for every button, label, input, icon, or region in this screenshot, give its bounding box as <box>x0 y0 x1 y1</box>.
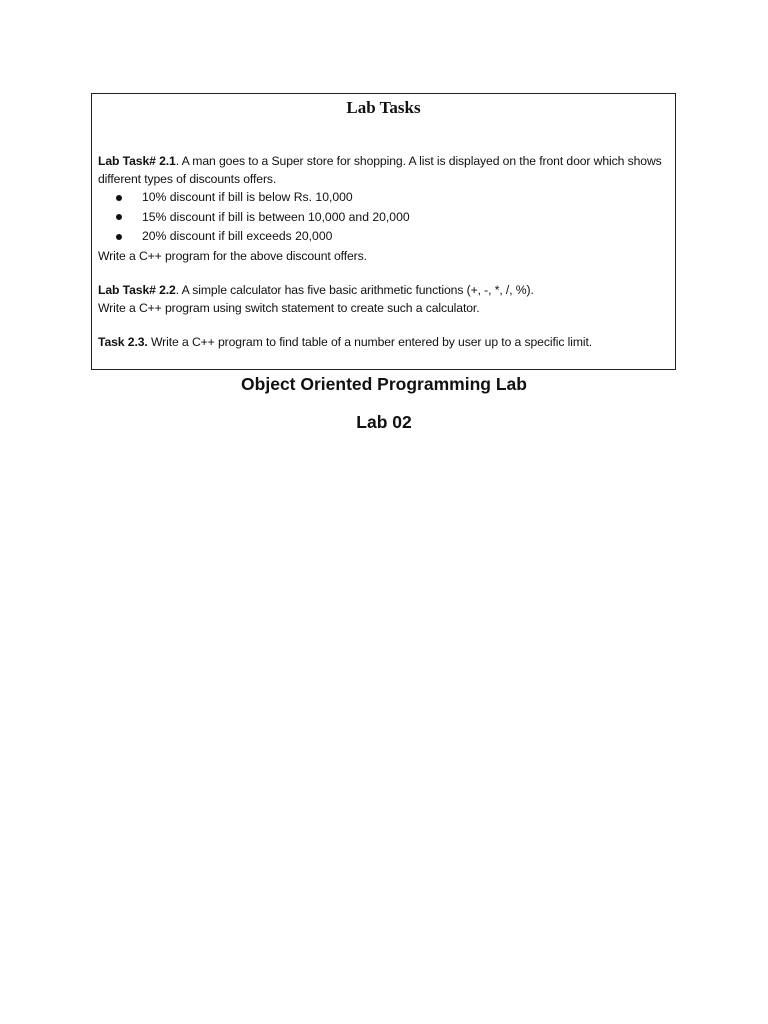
task-2-3-text: Write a C++ program to find table of a number entered by user up to a specific limit. <box>147 334 593 349</box>
task-2-2-line2: Write a C++ program using switch statement to create such a calculator. <box>98 300 480 315</box>
document-subtitle: Lab 02 <box>356 412 412 432</box>
task-2-1-text: . A man goes to a Super store for shopping. A list is displayed on the front door which shows different types of discounts offers. <box>98 154 662 186</box>
document-title: Object Oriented Programming Lab <box>241 374 527 394</box>
lab-tasks-heading: Lab Tasks <box>346 98 421 117</box>
list-item <box>116 227 669 247</box>
lab-tasks-box <box>91 93 676 370</box>
task-2-1-label: Lab Task# 2.1 <box>98 154 176 168</box>
task-2-1-paragraph <box>98 152 669 188</box>
list-item <box>116 208 669 228</box>
task-2-1-footer: Write a C++ program for the above discount offers. <box>98 248 367 263</box>
task-2-2-label: Lab Task# 2.2 <box>98 282 176 297</box>
list-item <box>116 188 669 208</box>
list-item-text: 15% discount if bill is between 10,000 and 20,000 <box>142 209 410 224</box>
task-2-3-label: Task 2.3. <box>98 334 148 349</box>
task-2-2-text: . A simple calculator has five basic arithmetic functions (+, -, *, /, %). <box>175 282 534 297</box>
task-2-2-paragraph <box>98 281 669 299</box>
discount-list <box>98 188 669 247</box>
bullet-icon <box>116 214 122 220</box>
list-item-text: 20% discount if bill exceeds 20,000 <box>142 229 333 243</box>
bullet-icon <box>116 195 122 201</box>
bullet-icon <box>116 234 122 240</box>
list-item-text: 10% discount if bill is below Rs. 10,000 <box>142 190 353 204</box>
task-2-3-paragraph <box>98 333 669 351</box>
